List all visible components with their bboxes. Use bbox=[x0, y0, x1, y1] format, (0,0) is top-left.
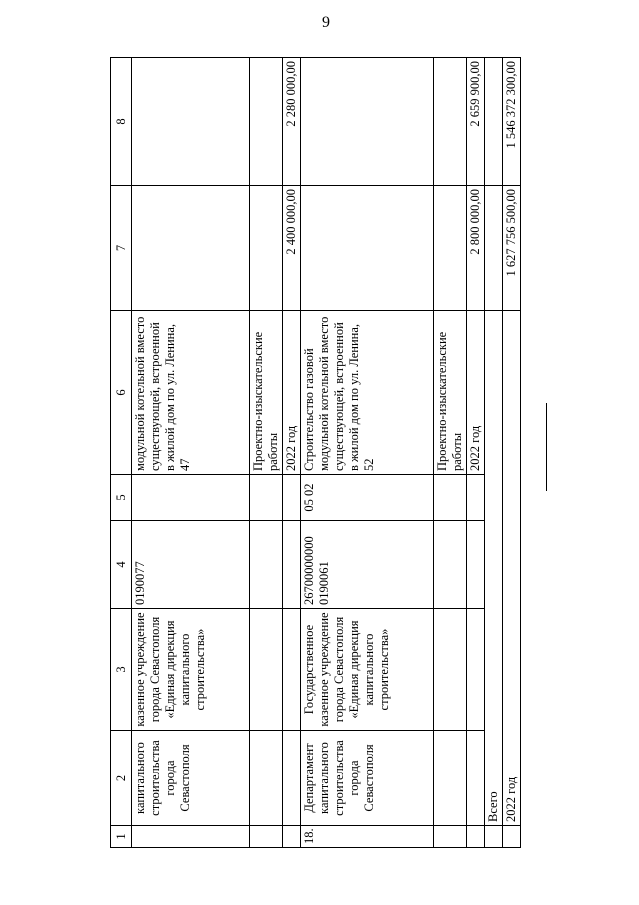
col-header-1: 1 bbox=[111, 826, 132, 848]
col-header-6: 6 bbox=[111, 311, 132, 475]
cell-section: 05 02 bbox=[301, 475, 434, 521]
col-header-5: 5 bbox=[111, 475, 132, 521]
col-header-3: 3 bbox=[111, 609, 132, 731]
table-row bbox=[132, 58, 250, 848]
total-year-label: 2022 год bbox=[503, 311, 521, 826]
page-number: 9 bbox=[322, 14, 330, 31]
cell bbox=[301, 186, 434, 311]
cell-stage: Проектно-изыскательские работы bbox=[250, 311, 283, 475]
cell-code: 0190077 bbox=[132, 521, 250, 609]
cell-institution: Государственное казенное учреждение города Севастополя «Единая дирекция капитального строительства» bbox=[301, 609, 434, 731]
cell-number: 18. bbox=[301, 826, 434, 848]
cell-amount-7: 2 400 000,00 bbox=[283, 186, 301, 311]
cell-object: модульной котельной вместо существующей, встроенной в жилой дом по ул. Ленина, 47 bbox=[132, 311, 250, 475]
cell bbox=[132, 58, 250, 186]
cell-year: 2022 год bbox=[467, 311, 485, 475]
total-row bbox=[485, 58, 503, 848]
header-row bbox=[111, 58, 132, 848]
col-header-7: 7 bbox=[111, 186, 132, 311]
col-header-4: 4 bbox=[111, 521, 132, 609]
cell-object: Строительство газовой модульной котельной вместо существующей, встроенной в жилой дом по ул. Ленина, 52 bbox=[301, 311, 434, 475]
total-amount-7: 1 627 756 500,00 bbox=[503, 186, 521, 311]
cell bbox=[132, 826, 250, 848]
total-amount-8: 1 546 372 300,00 bbox=[503, 58, 521, 186]
cell-code: 26700000000 0190061 bbox=[301, 521, 434, 609]
cell-institution: казенное учреждение города Севастополя «Единая дирекция капитального строительства» bbox=[132, 609, 250, 731]
cell-stage: Проектно-изыскательские работы bbox=[434, 311, 467, 475]
col-header-2: 2 bbox=[111, 731, 132, 826]
rotated-table-container bbox=[110, 58, 518, 848]
cell-department: капитального строительства города Севастополя bbox=[132, 731, 250, 826]
cell bbox=[132, 475, 250, 521]
total-year-row bbox=[503, 58, 521, 848]
budget-table bbox=[110, 57, 521, 848]
cell-year: 2022 год bbox=[283, 311, 301, 475]
table-row bbox=[301, 58, 434, 848]
table-row bbox=[434, 58, 467, 848]
page-rule bbox=[546, 403, 547, 491]
cell bbox=[132, 186, 250, 311]
table-row bbox=[467, 58, 485, 848]
table-row bbox=[250, 58, 283, 848]
total-label: Всего bbox=[485, 311, 503, 826]
cell bbox=[301, 58, 434, 186]
cell-amount-8: 2 280 000,00 bbox=[283, 58, 301, 186]
cell-amount-7: 2 800 000,00 bbox=[467, 186, 485, 311]
cell-amount-8: 2 659 900,00 bbox=[467, 58, 485, 186]
cell-department: Департамент капитального строительства города Севастополя bbox=[301, 731, 434, 826]
table-row bbox=[283, 58, 301, 848]
col-header-8: 8 bbox=[111, 58, 132, 186]
